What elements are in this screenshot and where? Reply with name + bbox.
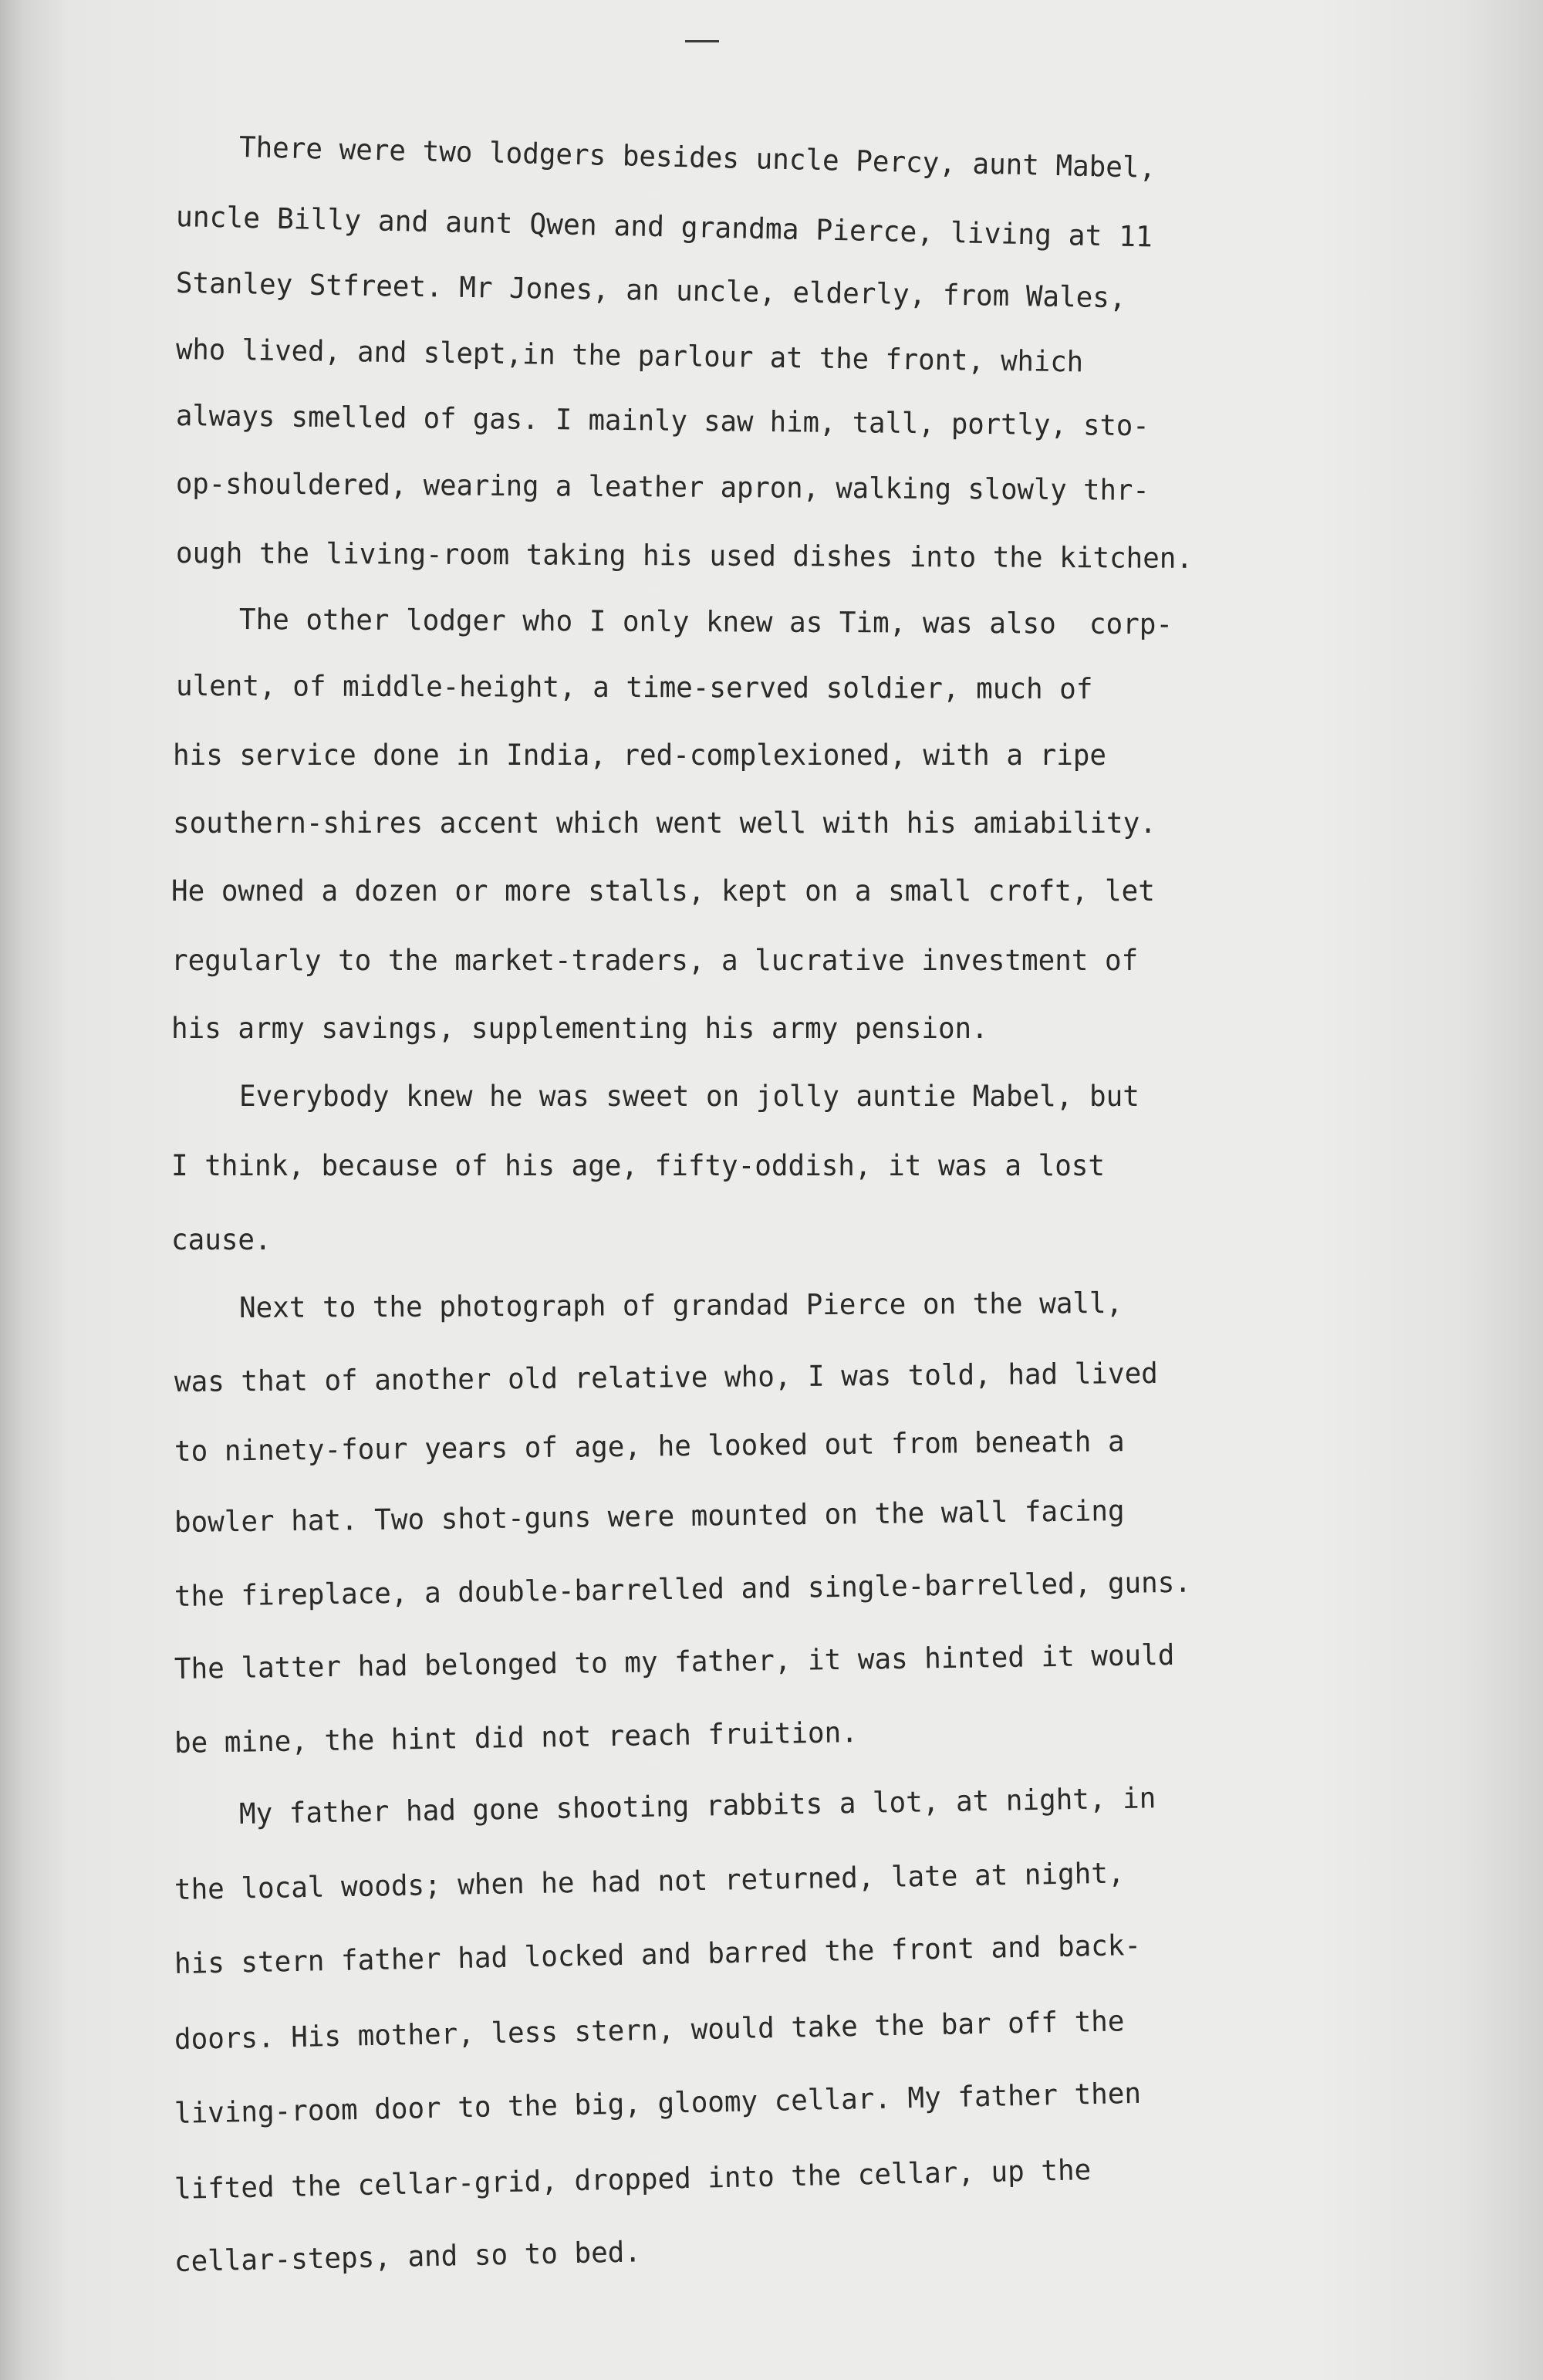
text-line: cause. [171, 1223, 272, 1256]
text-line: I think, because of his age, fifty-oddish, it was a lost [171, 1149, 1106, 1182]
text-line: always smelled of gas. I mainly saw him, tall, portly, sto- [175, 399, 1150, 443]
text-line: The other lodger who I only knew as Tim, was also corp- [238, 603, 1173, 641]
text-line: his army savings, supplementing his army pension. [171, 1012, 988, 1045]
text-line: op-shouldered, wearing a leather apron, walking slowly thr- [175, 467, 1150, 507]
text-line: southern-shires accent which went well with his amiability. [173, 806, 1156, 840]
text-line: be mine, the hint did not reach fruition. [174, 1716, 859, 1760]
text-line: ulent, of middle-height, a time-served soldier, much of [175, 669, 1093, 706]
text-line: doors. His mother, less stern, would take the bar off the [174, 2004, 1125, 2056]
text-line: Everybody knew he was sweet on jolly auntie Mabel, but [239, 1080, 1140, 1113]
text-line: He owned a dozen or more stalls, kept on a small croft, let [171, 874, 1155, 908]
text-line: uncle Billy and aunt Qwen and grandma Pierce, living at 11 [175, 200, 1153, 254]
text-line: was that of another old relative who, I was told, had lived [174, 1356, 1158, 1398]
text-line: who lived, and slept,in the parlour at the front, which [175, 333, 1084, 379]
text-line: lifted the cellar-grid, dropped into the cellar, up the [174, 2153, 1092, 2206]
text-line: his service done in India, red-complexioned, with a ripe [173, 739, 1107, 772]
text-line: My father had gone shooting rabbits a lot, at night, in [238, 1781, 1156, 1831]
text-line: living-room door to the big, gloomy cellar. My father then [174, 2076, 1142, 2130]
text-line: The latter had belonged to my father, it was hinted it would [174, 1638, 1175, 1685]
text-line: cellar-steps, and so to bed. [174, 2235, 642, 2278]
text-line: regularly to the market-traders, a lucrative investment of [171, 944, 1139, 977]
text-line: ough the living-room taking his used dishes into the kitchen. [175, 536, 1194, 575]
text-line: the local woods; when he had not returned, late at night, [174, 1856, 1125, 1906]
text-line: his stern father had locked and barred the front and back- [174, 1928, 1142, 1980]
text-line: the fireplace, a double-barrelled and single-barrelled, guns. [174, 1565, 1192, 1613]
text-line: Stanley Stfreet. Mr Jones, an uncle, elderly, from Wales, [175, 266, 1126, 315]
text-line: Next to the photograph of grandad Pierce on the wall, [238, 1286, 1123, 1324]
text-line: to ninety-four years of age, he looked out from beneath a [174, 1425, 1125, 1468]
text-line: There were two lodgers besides uncle Percy, aunt Mabel, [238, 130, 1156, 184]
text-line: bowler hat. Two shot-guns were mounted on the wall facing [174, 1493, 1125, 1539]
